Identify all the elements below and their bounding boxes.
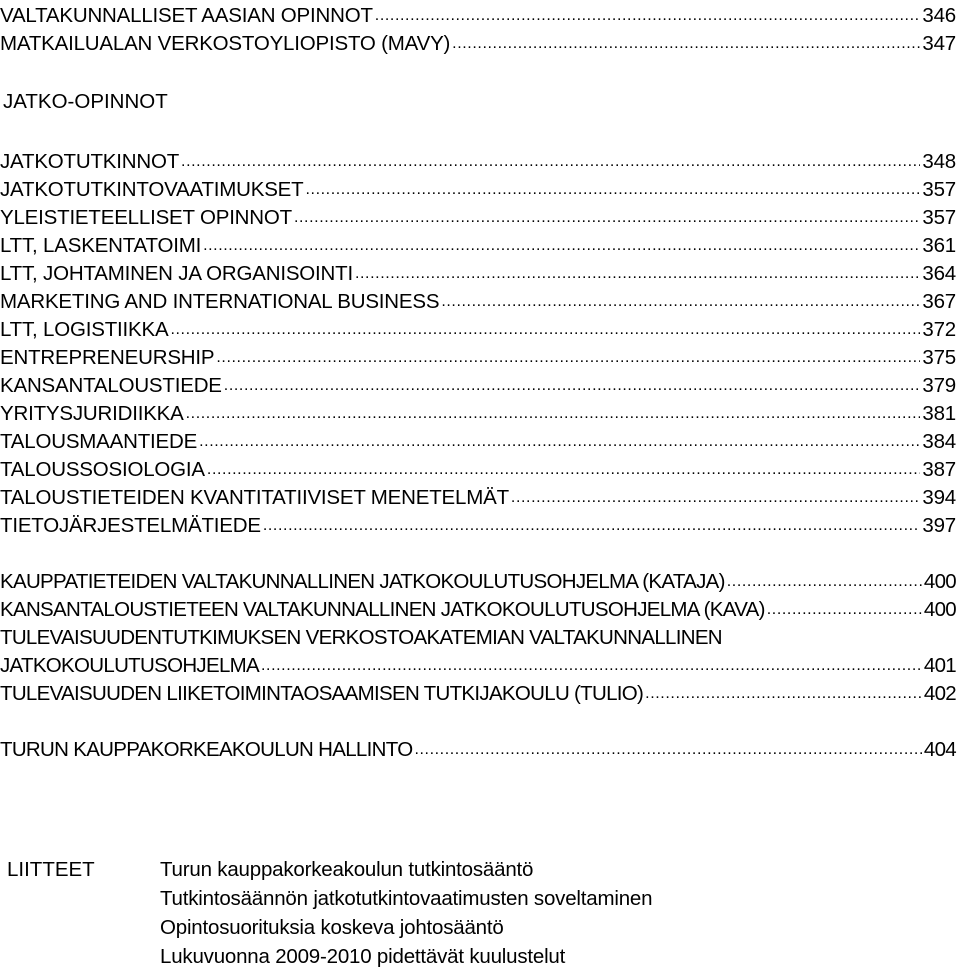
toc-entry[interactable] [0,314,956,342]
toc-entry[interactable] [0,146,956,174]
toc-entry-page: 397 [922,514,956,537]
toc-leader-dots [727,572,922,594]
toc-entry-title: KANSANTALOUSTIETEEN VALTAKUNNALLINEN JATKOKOULUTUSOHJELMA (KAVA) [0,598,765,621]
toc-entry-title: MATKAILUALAN VERKOSTOYLIOPISTO (MAVY) [0,32,451,55]
toc-entry[interactable] [0,286,956,314]
toc-entry-page: 401 [923,654,956,677]
toc-leader-dots [375,6,921,28]
toc-entry-continued-line[interactable] [0,622,956,650]
toc-entry[interactable] [0,174,956,202]
toc-entry-title: YLEISTIETEELLISET OPINNOT [0,206,292,229]
toc-entry-page: 346 [922,4,956,27]
toc-leader-dots [181,152,920,174]
toc-entry-title-line1: TULEVAISUUDENTUTKIMUKSEN VERKOSTOAKATEMIAN VALTAKUNNALLINEN [0,626,722,649]
toc-entry-page: 348 [922,150,956,173]
toc-entry[interactable] [0,0,956,28]
toc-entry-page: 357 [922,206,956,229]
toc-leader-dots [355,264,920,286]
toc-entry-page: 404 [923,738,956,761]
toc-entry-page: 375 [922,346,956,369]
toc-leader-dots [767,600,922,622]
toc-entry-title: VALTAKUNNALLISET AASIAN OPINNOT [0,4,373,27]
toc-entry[interactable] [0,202,956,230]
toc-entry-title: ENTREPRENEURSHIP [0,346,215,369]
toc-leader-dots [199,432,920,454]
toc-leader-dots [511,488,920,510]
toc-entry[interactable] [0,230,956,258]
toc-entry-page: 364 [922,262,956,285]
toc-leader-dots [305,180,920,202]
toc-entry[interactable] [0,734,956,762]
toc-entry-page: 347 [922,32,956,55]
toc-leader-dots [216,348,920,370]
toc-leader-dots [263,516,921,538]
appendices-label: LIITTEET [7,858,95,881]
toc-entry[interactable] [0,28,956,56]
toc-entry[interactable] [0,454,956,482]
toc-entry[interactable] [0,426,956,454]
toc-entry-title: LTT, LASKENTATOIMI [0,234,202,257]
toc-entry-title: TULEVAISUUDEN LIIKETOIMINTAOSAAMISEN TUTKIJAKOULU (TULIO) [0,682,644,705]
toc-entry-page: 400 [923,598,956,621]
toc-entry-title: KANSANTALOUSTIEDE [0,374,222,397]
toc-leader-dots [645,684,922,706]
appendix-item[interactable]: Opintosuorituksia koskeva johtosääntö [160,916,504,939]
toc-entry-page: 381 [922,402,956,425]
appendix-item[interactable]: Lukuvuonna 2009-2010 pidettävät kuulustelut [160,945,566,968]
toc-entry[interactable] [0,370,956,398]
toc-entry-title: TALOUSTIETEIDEN KVANTITATIIVISET MENETELMÄT [0,486,509,509]
toc-entry-title: JATKOTUTKINNOT [0,150,180,173]
toc-entry[interactable] [0,678,956,706]
appendix-item[interactable]: Turun kauppakorkeakoulun tutkintosääntö [160,858,534,881]
toc-entry[interactable] [0,258,956,286]
toc-entry[interactable] [0,510,956,538]
toc-entry-title: YRITYSJURIDIIKKA [0,402,184,425]
toc-entry[interactable] [0,650,956,678]
toc-leader-dots [414,740,921,762]
toc-entry-page: 379 [922,374,956,397]
toc-entry-page: 402 [923,682,956,705]
toc-entry-page: 372 [922,318,956,341]
toc-entry-page: 384 [922,430,956,453]
appendix-item[interactable]: Tutkintosäännön jatkotutkintovaatimusten soveltaminen [160,887,653,910]
toc-entry-title: TIETOJÄRJESTELMÄTIEDE [0,514,261,537]
toc-entry-page: 361 [922,234,956,257]
toc-entry-title: TALOUSMAANTIEDE [0,430,198,453]
toc-leader-dots [441,292,920,314]
toc-leader-dots [261,656,922,678]
toc-leader-dots [186,404,921,426]
toc-entry[interactable] [0,342,956,370]
toc-entry-title: LTT, LOGISTIIKKA [0,318,169,341]
toc-leader-dots [452,34,920,56]
toc-entry-page: 387 [922,458,956,481]
section-heading: JATKO-OPINNOT [3,90,168,113]
toc-entry[interactable] [0,482,956,510]
toc-leader-dots [170,320,920,342]
toc-entry-title: JATKOTUTKINTOVAATIMUKSET [0,178,304,201]
toc-entry-title: JATKOKOULUTUSOHJELMA [0,654,259,677]
toc-entry-title: KAUPPATIETEIDEN VALTAKUNNALLINEN JATKOKOULUTUSOHJELMA (KATAJA) [0,570,725,593]
toc-leader-dots [207,460,920,482]
toc-entry-page: 357 [922,178,956,201]
toc-entry-title: TURUN KAUPPAKORKEAKOULUN HALLINTO [0,738,413,761]
toc-entry-title: MARKETING AND INTERNATIONAL BUSINESS [0,290,440,313]
toc-leader-dots [294,208,920,230]
toc-entry-title: TALOUSSOSIOLOGIA [0,458,205,481]
toc-leader-dots [203,236,920,258]
toc-entry-page: 367 [922,290,956,313]
toc-leader-dots [224,376,921,398]
toc-entry-title: LTT, JOHTAMINEN JA ORGANISOINTI [0,262,353,285]
toc-entry[interactable] [0,566,956,594]
toc-entry[interactable] [0,594,956,622]
toc-entry-page: 394 [922,486,956,509]
toc-entry-page: 400 [923,570,956,593]
toc-entry[interactable] [0,398,956,426]
